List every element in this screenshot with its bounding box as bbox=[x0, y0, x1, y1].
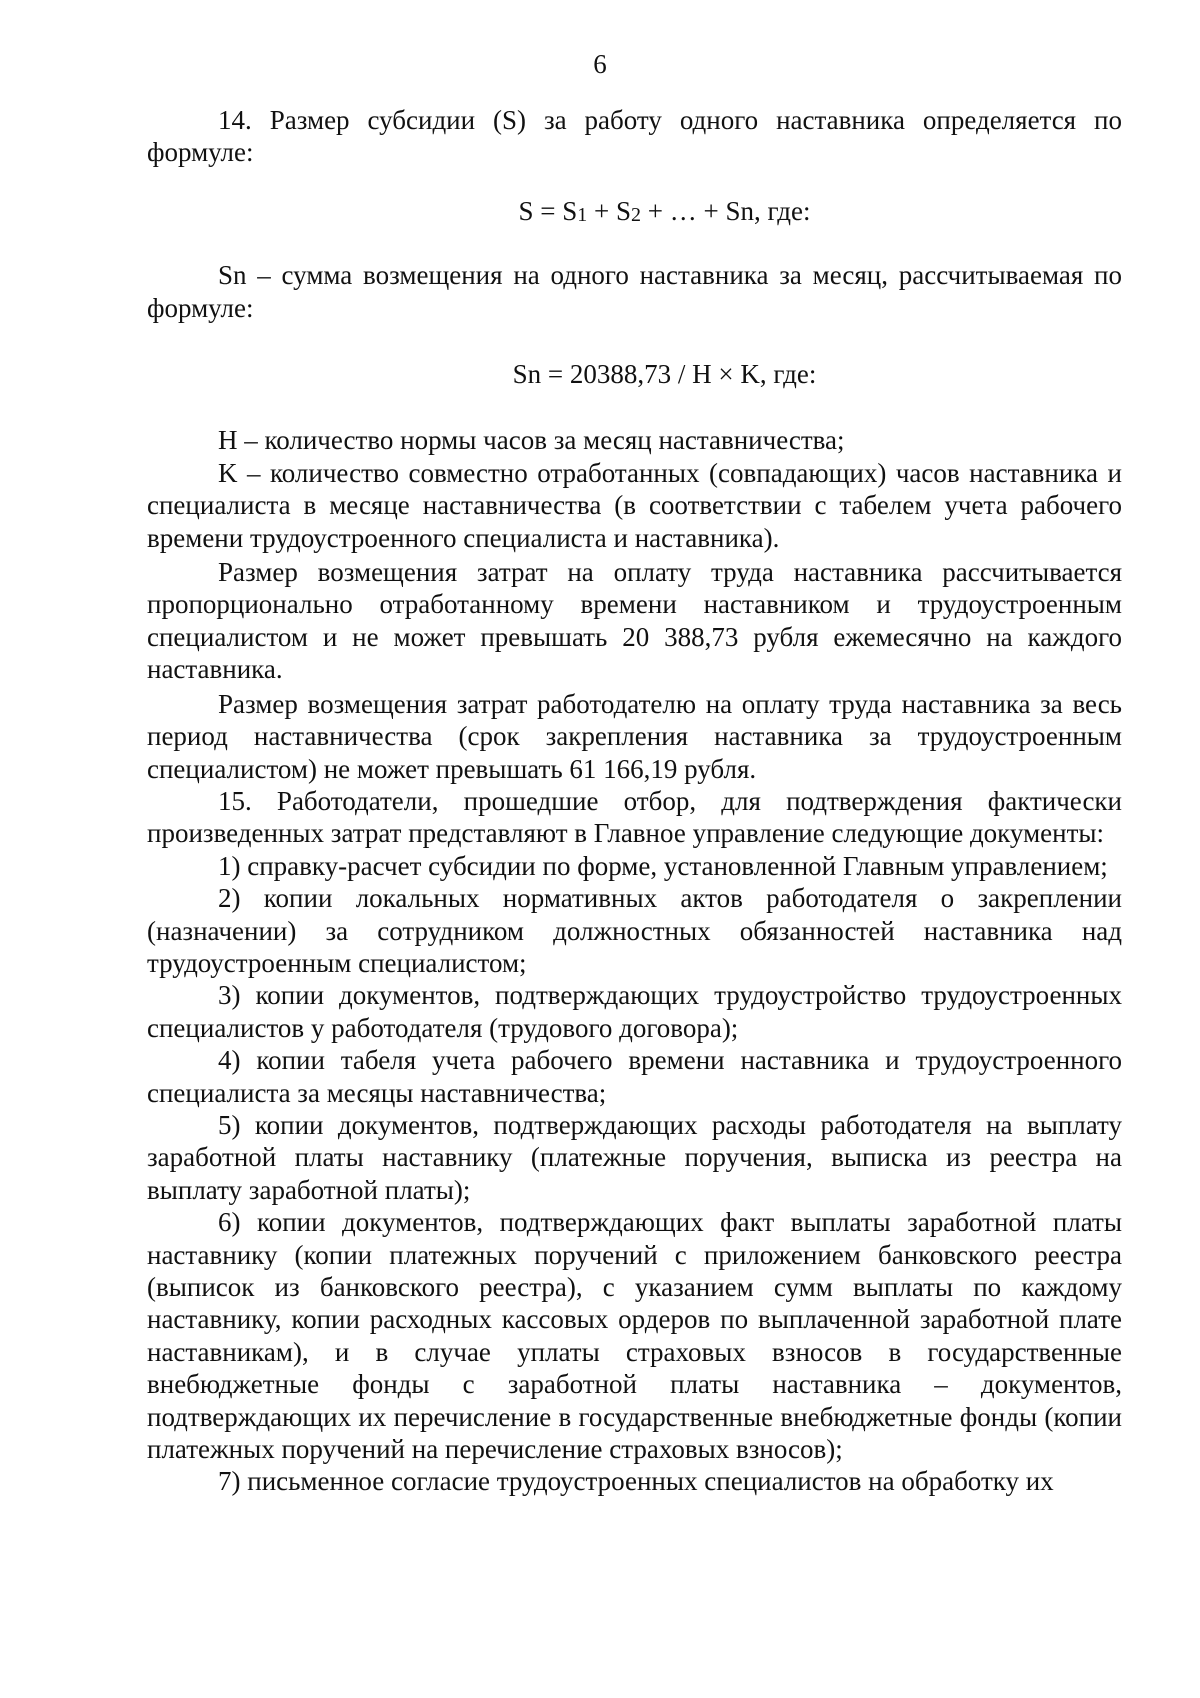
list-item-4: 4) копии табеля учета рабочего времени наставника и трудоустроенного специалиста за месяцы наставничества; bbox=[147, 1045, 1122, 1108]
list-item-3: 3) копии документов, подтверждающих трудоустройство трудоустроенных специалистов у работодателя (трудового договора); bbox=[147, 980, 1122, 1043]
formula-mid: + S bbox=[587, 195, 632, 226]
list-item-2: 2) копии локальных нормативных актов работодателя о закреплении (назначении) за сотрудником должностных обязанностей наставника над трудоустроенным специалистом; bbox=[147, 883, 1122, 978]
list-item-5: 5) копии документов, подтверждающих расходы работодателя на выплату заработной платы наставнику (платежные поручения, выписка из реестра на выплату заработной платы); bbox=[147, 1109, 1122, 1205]
h-definition: H – количество нормы часов за месяц наставничества; bbox=[218, 425, 845, 456]
formula-sn: Sn = 20388,73 / H × K, где: bbox=[512, 359, 817, 390]
k-definition: K – количество совместно отработанных (совпадающих) часов наставника и специалиста в месяце наставничества (в соответствии с табелем учета рабочего времени трудоустроенного специалиста и наставника). bbox=[147, 457, 1122, 553]
list-item-7: 7) письменное согласие трудоустроенных специалистов на обработку их bbox=[218, 1466, 1054, 1497]
formula-subsidy-total bbox=[147, 195, 1122, 231]
formula-subscript-2: 2 bbox=[631, 203, 642, 226]
formula-rhs: + … + Sn, где: bbox=[641, 195, 811, 226]
page-number: 6 bbox=[593, 49, 607, 79]
sn-definition: Sn – сумма возмещения на одного наставника за месяц, рассчитываемая по формуле: bbox=[147, 260, 1122, 323]
total-limit-paragraph: Размер возмещения затрат работодателю на оплату труда наставника за весь период наставничества (срок закрепления наставника за трудоустроенным специалистом) не может превышать 61 166,19 рубля. bbox=[147, 688, 1122, 784]
paragraph-14: 14. Размер субсидии (S) за работу одного наставника определяется по формуле: bbox=[147, 105, 1122, 168]
formula-subscript-1: 1 bbox=[577, 203, 588, 226]
list-item-6: 6) копии документов, подтверждающих факт выплаты заработной платы наставнику (копии платежных поручений с приложением банковского реестра (выписок из банковского реестра), с указанием сумм выплаты по каждому наставнику, копии расходных кассовых ордеров по выплаченной заработной плате наставникам), и в случае уплаты страховых взносов в государственные внебюджетные фонды с заработной платы наставника – документов, подтверждающих их перечисление в государственные внебюджетные фонды (копии платежных поручений на перечисление страховых взносов); bbox=[147, 1207, 1122, 1465]
paragraph-15: 15. Работодатели, прошедшие отбор, для подтверждения фактически произведенных затрат представляют в Главное управление следующие документы: bbox=[147, 785, 1122, 849]
formula-lhs: S = S bbox=[518, 195, 578, 226]
document-body bbox=[147, 104, 1122, 1498]
list-item-1: 1) справку-расчет субсидии по форме, установленной Главным управлением; bbox=[218, 850, 1108, 881]
monthly-limit-paragraph: Размер возмещения затрат на оплату труда наставника рассчитывается пропорционально отработанному времени наставником и трудоустроенным специалистом и не может превышать 20 388,73 рубля ежемесячно на каждого наставника. bbox=[147, 557, 1122, 685]
